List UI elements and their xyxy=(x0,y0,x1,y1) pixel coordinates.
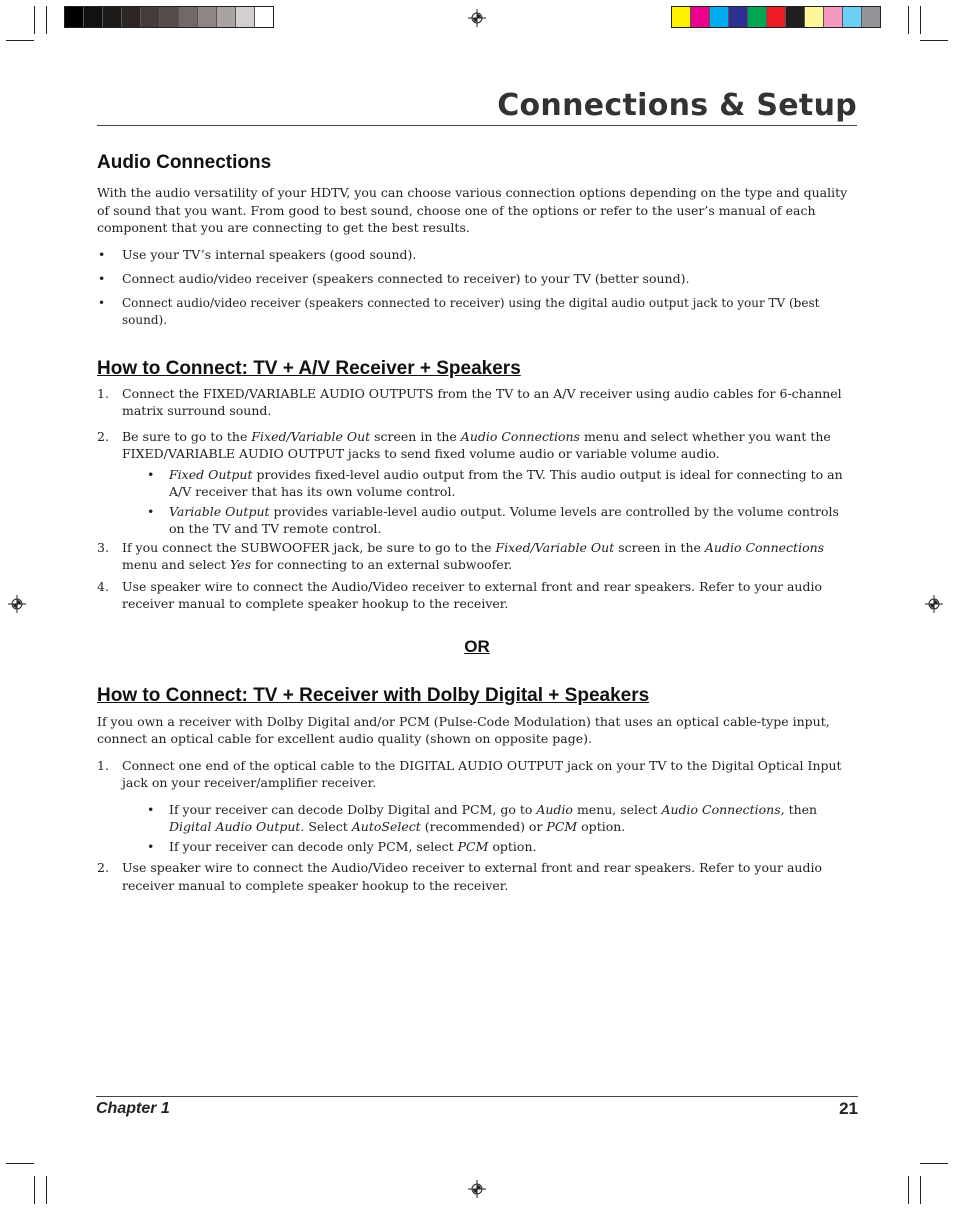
registration-mark-icon xyxy=(468,1180,486,1198)
crop-mark xyxy=(34,6,35,34)
menu-name: Fixed/Variable Out xyxy=(251,428,371,444)
crop-mark xyxy=(908,6,909,34)
crop-mark xyxy=(920,1176,921,1204)
dolby-receiver-heading: How to Connect: TV + Receiver with Dolby Digital + Speakers xyxy=(97,684,650,706)
color-swatch xyxy=(236,7,255,27)
numbered-step xyxy=(97,859,857,894)
chapter-label: Chapter 1 xyxy=(96,1100,170,1117)
step-number: 2. xyxy=(97,860,109,875)
color-swatch xyxy=(217,7,236,27)
step-text: menu and select xyxy=(122,557,231,572)
crop-mark xyxy=(908,1176,909,1204)
page-footer xyxy=(96,1096,858,1118)
color-swatch xyxy=(710,7,729,27)
color-swatch xyxy=(179,7,198,27)
sub-item-text: If your receiver can decode Dolby Digital and PCM, go to xyxy=(169,801,537,817)
sub-item-text: then xyxy=(784,801,818,817)
page-title: Connections & Setup xyxy=(497,88,857,123)
sub-item-text: menu, select xyxy=(572,801,662,817)
footer-rule xyxy=(96,1096,858,1097)
registration-mark-icon xyxy=(468,9,486,27)
sub-item-text: provides variable-level audio output. Volume levels are controlled by the volume controls on the TV and TV remote control. xyxy=(169,503,839,536)
sub-item-text: provides fixed-level audio output from the TV. This audio output is ideal for connecting to an A/V receiver that has its own volume control. xyxy=(169,466,843,499)
numbered-step xyxy=(97,539,857,574)
menu-name: Digital Audio Output. xyxy=(169,819,305,834)
color-swatch xyxy=(843,7,862,27)
crop-mark xyxy=(6,40,34,41)
option-name: PCM xyxy=(546,819,578,834)
step-text: screen in the xyxy=(370,428,461,444)
option-name: Variable Output xyxy=(169,503,270,519)
registration-mark-icon xyxy=(925,595,943,613)
step-text: Use speaker wire to connect the Audio/Video receiver to external front and rear speakers. Refer to your audio receiver manual to complete speaker hookup to the receiver. xyxy=(122,578,822,611)
option-name: Fixed Output xyxy=(169,466,253,482)
color-swatch xyxy=(672,7,691,27)
list-item: • Connect audio/video receiver (speakers connected to receiver) using the digital audio output jack to your TV (best sound). xyxy=(97,295,857,330)
color-swatch xyxy=(767,7,786,27)
step-text: for connecting to an external subwoofer. xyxy=(251,557,513,572)
page-number: 21 xyxy=(839,1099,858,1118)
sub-list-item xyxy=(97,838,857,856)
color-swatch xyxy=(691,7,710,27)
step-text: Connect one end of the optical cable to the DIGITAL AUDIO OUTPUT jack on your TV to the Digital Optical Input jack on your receiver/amplifier receiver. xyxy=(122,757,842,790)
list-item: • Connect audio/video receiver (speakers connected to receiver) to your TV (better sound). xyxy=(97,270,857,288)
main-content xyxy=(97,152,857,894)
numbered-step xyxy=(97,578,857,613)
av-receiver-heading: How to Connect: TV + A/V Receiver + Speakers xyxy=(97,357,521,379)
color-swatch xyxy=(65,7,84,27)
step-text: menu and select whether you want the FIXED/VARIABLE AUDIO OUTPUT jacks to send fixed volume audio or variable volume audio. xyxy=(122,428,831,461)
crop-mark xyxy=(920,6,921,34)
numbered-step xyxy=(97,757,857,792)
dolby-intro-paragraph: If you own a receiver with Dolby Digital and/or PCM (Pulse-Code Modulation) that uses an optical cable-type input, connect an optical cable for excellent audio quality (shown on opposite page). xyxy=(97,713,830,746)
menu-name: Audio Connections, xyxy=(661,801,785,817)
step-number: 2. xyxy=(97,428,109,444)
crop-mark xyxy=(6,1163,34,1164)
grayscale-color-bar xyxy=(64,6,274,28)
sub-list-item xyxy=(97,801,857,836)
menu-name: Audio Connections xyxy=(460,428,580,444)
step-text: Be sure to go to the xyxy=(122,428,252,444)
color-swatch xyxy=(141,7,160,27)
step-number: 1. xyxy=(97,385,109,401)
option-name: AutoSelect xyxy=(351,819,421,834)
color-swatch xyxy=(255,7,273,27)
crop-mark xyxy=(46,1176,47,1204)
menu-name: Fixed/Variable Out xyxy=(495,539,615,555)
process-color-bar xyxy=(671,6,881,28)
or-separator: OR xyxy=(464,636,490,656)
color-swatch xyxy=(729,7,748,27)
crop-mark xyxy=(34,1176,35,1204)
crop-mark xyxy=(920,1163,948,1164)
registration-mark-icon xyxy=(8,595,26,613)
color-swatch xyxy=(103,7,122,27)
step-text: screen in the xyxy=(614,539,705,555)
color-swatch xyxy=(824,7,843,27)
numbered-step xyxy=(97,428,857,463)
sub-item-text: option. xyxy=(488,838,537,854)
color-swatch xyxy=(84,7,103,27)
step-number: 1. xyxy=(97,757,109,773)
step-text: Connect the FIXED/VARIABLE AUDIO OUTPUTS from the TV to an A/V receiver using audio cables for 6-channel matrix surround sound. xyxy=(122,385,842,418)
color-swatch xyxy=(122,7,141,27)
color-swatch xyxy=(198,7,217,27)
color-swatch xyxy=(805,7,824,27)
color-swatch xyxy=(862,7,880,27)
title-rule xyxy=(97,125,857,126)
sub-list-item xyxy=(97,503,857,538)
sub-item-text: If your receiver can decode only PCM, select xyxy=(169,838,458,854)
audio-connections-heading: Audio Connections xyxy=(97,152,272,173)
menu-name: Audio Connections xyxy=(704,539,825,555)
sub-item-text: Select xyxy=(304,819,352,834)
option-name: Yes xyxy=(230,557,251,572)
step-number: 4. xyxy=(97,578,109,594)
sub-item-text: (recommended) or xyxy=(420,819,547,834)
color-swatch xyxy=(748,7,767,27)
sub-list-item xyxy=(97,466,857,501)
sub-item-text: option. xyxy=(577,819,626,834)
step-number: 3. xyxy=(97,539,109,555)
menu-name: Audio xyxy=(536,801,573,817)
list-item: • Use your TV’s internal speakers (good sound). xyxy=(97,246,857,264)
color-swatch xyxy=(786,7,805,27)
audio-intro-paragraph: With the audio versatility of your HDTV, you can choose various connection options depending on the type and quality of sound that you want. From good to best sound, choose one of the options or refer to the user’s manual of each component that you are connecting to get the best results. xyxy=(97,185,848,235)
crop-mark xyxy=(920,40,948,41)
step-text: Use speaker wire to connect the Audio/Video receiver to external front and rear speakers. Refer to your audio receiver manual to complete speaker hookup to the receiver. xyxy=(122,860,822,893)
step-text: If you connect the SUBWOOFER jack, be sure to go to the xyxy=(122,539,496,555)
numbered-step xyxy=(97,385,857,420)
crop-mark xyxy=(46,6,47,34)
color-swatch xyxy=(160,7,179,27)
option-name: PCM xyxy=(457,838,489,854)
